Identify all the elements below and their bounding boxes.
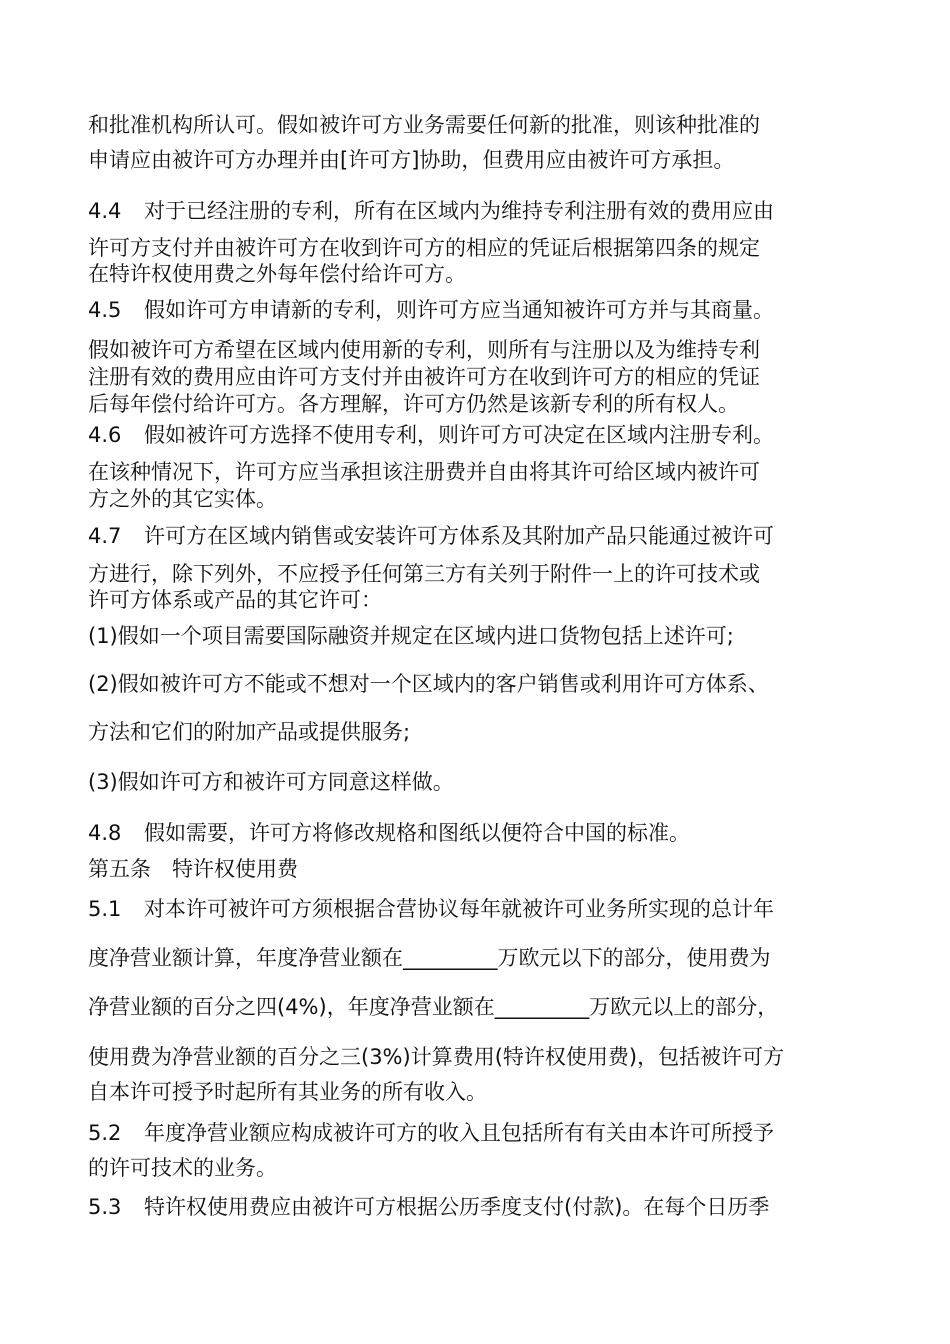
text-line: 和批准机构所认可。假如被许可方业务需要任何新的批准，则该种批准的 (88, 113, 760, 137)
clause-5-2 (88, 1119, 774, 1147)
clause-number: 4.5 (88, 298, 122, 322)
text-line: 假如被许可方选择不使用专利，则许可方可决定在区域内注册专利。 (144, 423, 774, 447)
text-line: 度净营业额计算，年度净营业额在_________万欧元以下的部分，使用费为 (88, 946, 771, 970)
clause-number: 4.4 (88, 199, 122, 223)
text-line: 假如需要，许可方将修改规格和图纸以便符合中国的标准。 (144, 821, 690, 845)
clause-4-6 (88, 421, 774, 449)
list-item: (3)假如许可方和被许可方同意这样做。 (88, 770, 454, 794)
text-line: 方法和它们的附加产品或提供服务; (88, 720, 411, 744)
clause-4-4 (88, 197, 774, 225)
text-line: 的许可技术的业务。 (88, 1156, 277, 1180)
text-line: 注册有效的费用应由许可方支付并由被许可方在收到许可方的相应的凭证 (88, 365, 760, 389)
text-line: 假如许可方申请新的专利，则许可方应当通知被许可方并与其商量。 (144, 298, 774, 322)
text-line: 方之外的其它实体。 (88, 487, 277, 511)
list-item: (1)假如一个项目需要国际融资并规定在区域内进口货物包括上述许可; (88, 624, 734, 648)
text-line: 许可方支付并由被许可方在收到许可方的相应的凭证后根据第四条的规定 (88, 236, 760, 260)
text-line: 申请应由被许可方办理并由[许可方]协助，但费用应由被许可方承担。 (88, 148, 735, 172)
clause-number: 4.8 (88, 821, 122, 845)
text-line: 使用费为净营业额的百分之三(3%)计算费用(特许权使用费)，包括被许可方 (88, 1045, 785, 1069)
article-heading: 第五条 特许权使用费 (88, 857, 298, 881)
text-line: 年度净营业额应构成被许可方的收入且包括所有有关由本许可所授予 (144, 1121, 774, 1145)
text-line: 方进行，除下列外，不应授予任何第三方有关列于附件一上的许可技术或 (88, 562, 760, 586)
clause-number: 5.2 (88, 1121, 122, 1145)
clause-number: 4.7 (88, 524, 122, 548)
clause-number: 5.1 (88, 897, 122, 921)
text-line: 后每年偿付给许可方。各方理解，许可方仍然是该新专利的所有权人。 (88, 392, 739, 416)
clause-4-5 (88, 296, 774, 324)
text-line: 在特许权使用费之外每年偿付给许可方。 (88, 262, 466, 286)
clause-4-7 (88, 522, 774, 550)
clause-number: 4.6 (88, 423, 122, 447)
text-line: 净营业额的百分之四(4%)，年度净营业额在_________万欧元以上的部分， (88, 995, 779, 1019)
text-line: 假如被许可方希望在区域内使用新的专利，则所有与注册以及为维持专利 (88, 338, 760, 362)
text-line: 特许权使用费应由被许可方根据公历季度支付(付款)。在每个日历季 (144, 1195, 770, 1219)
clause-5-1 (88, 895, 774, 923)
text-line: 在该种情况下，许可方应当承担该注册费并自由将其许可给区域内被许可 (88, 460, 760, 484)
clause-5-3 (88, 1193, 769, 1221)
clause-number: 5.3 (88, 1195, 122, 1219)
list-item: (2)假如被许可方不能或不想对一个区域内的客户销售或利用许可方体系、 (88, 672, 769, 696)
text-line: 许可方在区域内销售或安装许可方体系及其附加产品只能通过被许可 (144, 524, 774, 548)
text-line: 自本许可授予时起所有其业务的所有收入。 (88, 1080, 487, 1104)
text-line: 对本许可被许可方须根据合营协议每年就被许可业务所实现的总计年 (144, 897, 774, 921)
text-line: 对于已经注册的专利，所有在区域内为维持专利注册有效的费用应由 (144, 199, 774, 223)
text-line: 许可方体系或产品的其它许可： (88, 588, 382, 612)
clause-4-8 (88, 819, 690, 847)
